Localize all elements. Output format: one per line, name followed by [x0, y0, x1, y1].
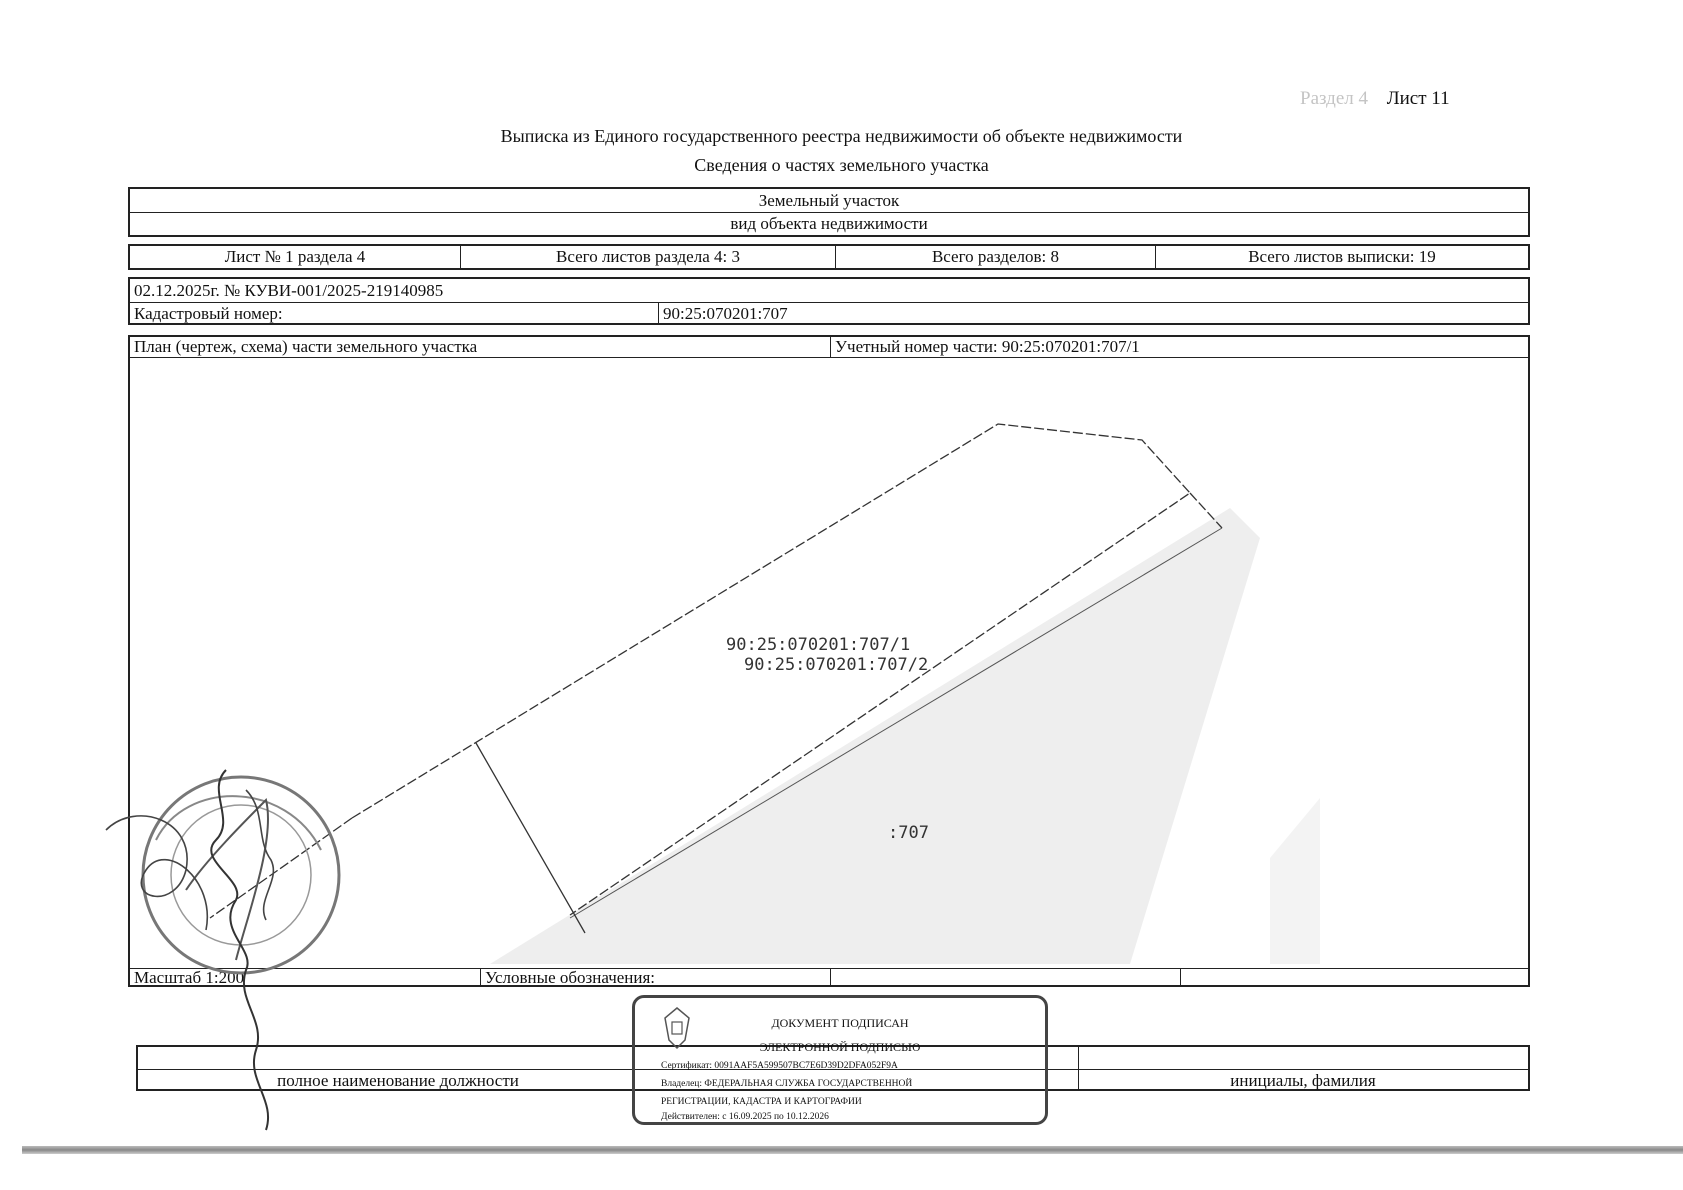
total-sheets-section: Всего листов раздела 4: 3	[460, 246, 835, 268]
cadastral-value: 90:25:070201:707	[658, 303, 1528, 324]
scan-edge-bar	[22, 1146, 1683, 1154]
plan-title: План (чертеж, схема) части земельного участка	[134, 337, 478, 356]
object-type-box	[128, 187, 1530, 237]
e-sign-line2: ЭЛЕКТРОННОЙ ПОДПИСЬЮ	[759, 1040, 921, 1054]
record-date-number: 02.12.2025г. № КУВИ-001/2025-219140985	[134, 280, 444, 300]
parcel-label: :707	[888, 823, 929, 843]
scale-label: Масштаб 1:200	[134, 967, 245, 987]
sheet-info-row	[128, 244, 1530, 270]
legend-cell-2	[830, 969, 1180, 986]
part2-boundary	[1190, 493, 1222, 528]
document-title: Выписка из Единого государственного реестра недвижимости об объекте недвижимости	[500, 126, 1183, 146]
sheet-of-section: Лист № 1 раздела 4	[224, 247, 366, 266]
e-sign-certificate: Сертификат: 0091AAF5A599507BC7E6D39D2DFA052F9A	[661, 1061, 898, 1071]
document-subtitle: Сведения о частях земельного участка	[694, 155, 989, 175]
position-caption: полное наименование должности	[277, 1071, 519, 1090]
object-type-value: Земельный участок	[758, 190, 900, 210]
part-number: Учетный номер части: 90:25:070201:707/1	[830, 337, 1528, 357]
e-sign-owner-1: Владелец: ФЕДЕРАЛЬНАЯ СЛУЖБА ГОСУДАРСТВЕННОЙ	[661, 1079, 913, 1089]
e-sign-owner-2: РЕГИСТРАЦИИ, КАДАСТРА И КАРТОГРАФИИ	[661, 1097, 862, 1107]
part1-label: 90:25:070201:707/1	[726, 635, 911, 655]
record-box	[128, 277, 1530, 325]
sheet-label: Лист 11	[1386, 88, 1450, 109]
legend-label: Условные обозначения:	[480, 969, 830, 986]
handwritten-signature	[96, 760, 296, 1140]
total-sections: Всего разделов: 8	[835, 246, 1155, 268]
e-sign-valid: Действителен: с 16.09.2025 по 10.12.2026	[661, 1112, 829, 1122]
cadastral-label: Кадастровый номер:	[134, 303, 283, 323]
total-sheets-extract: Всего листов выписки: 19	[1155, 246, 1528, 268]
e-signature-stamp	[632, 995, 1048, 1125]
sheet-header	[1300, 88, 1450, 110]
section-label: Раздел 4	[1300, 88, 1368, 109]
object-type-caption: вид объекта недвижимости	[730, 214, 928, 233]
e-sign-line1: ДОКУМЕНТ ПОДПИСАН	[771, 1016, 909, 1030]
part2-label: 90:25:070201:707/2	[744, 655, 929, 675]
legend-cell-3	[1180, 969, 1528, 986]
name-caption: инициалы, фамилия	[1230, 1071, 1376, 1090]
part-divider-line	[476, 743, 585, 933]
